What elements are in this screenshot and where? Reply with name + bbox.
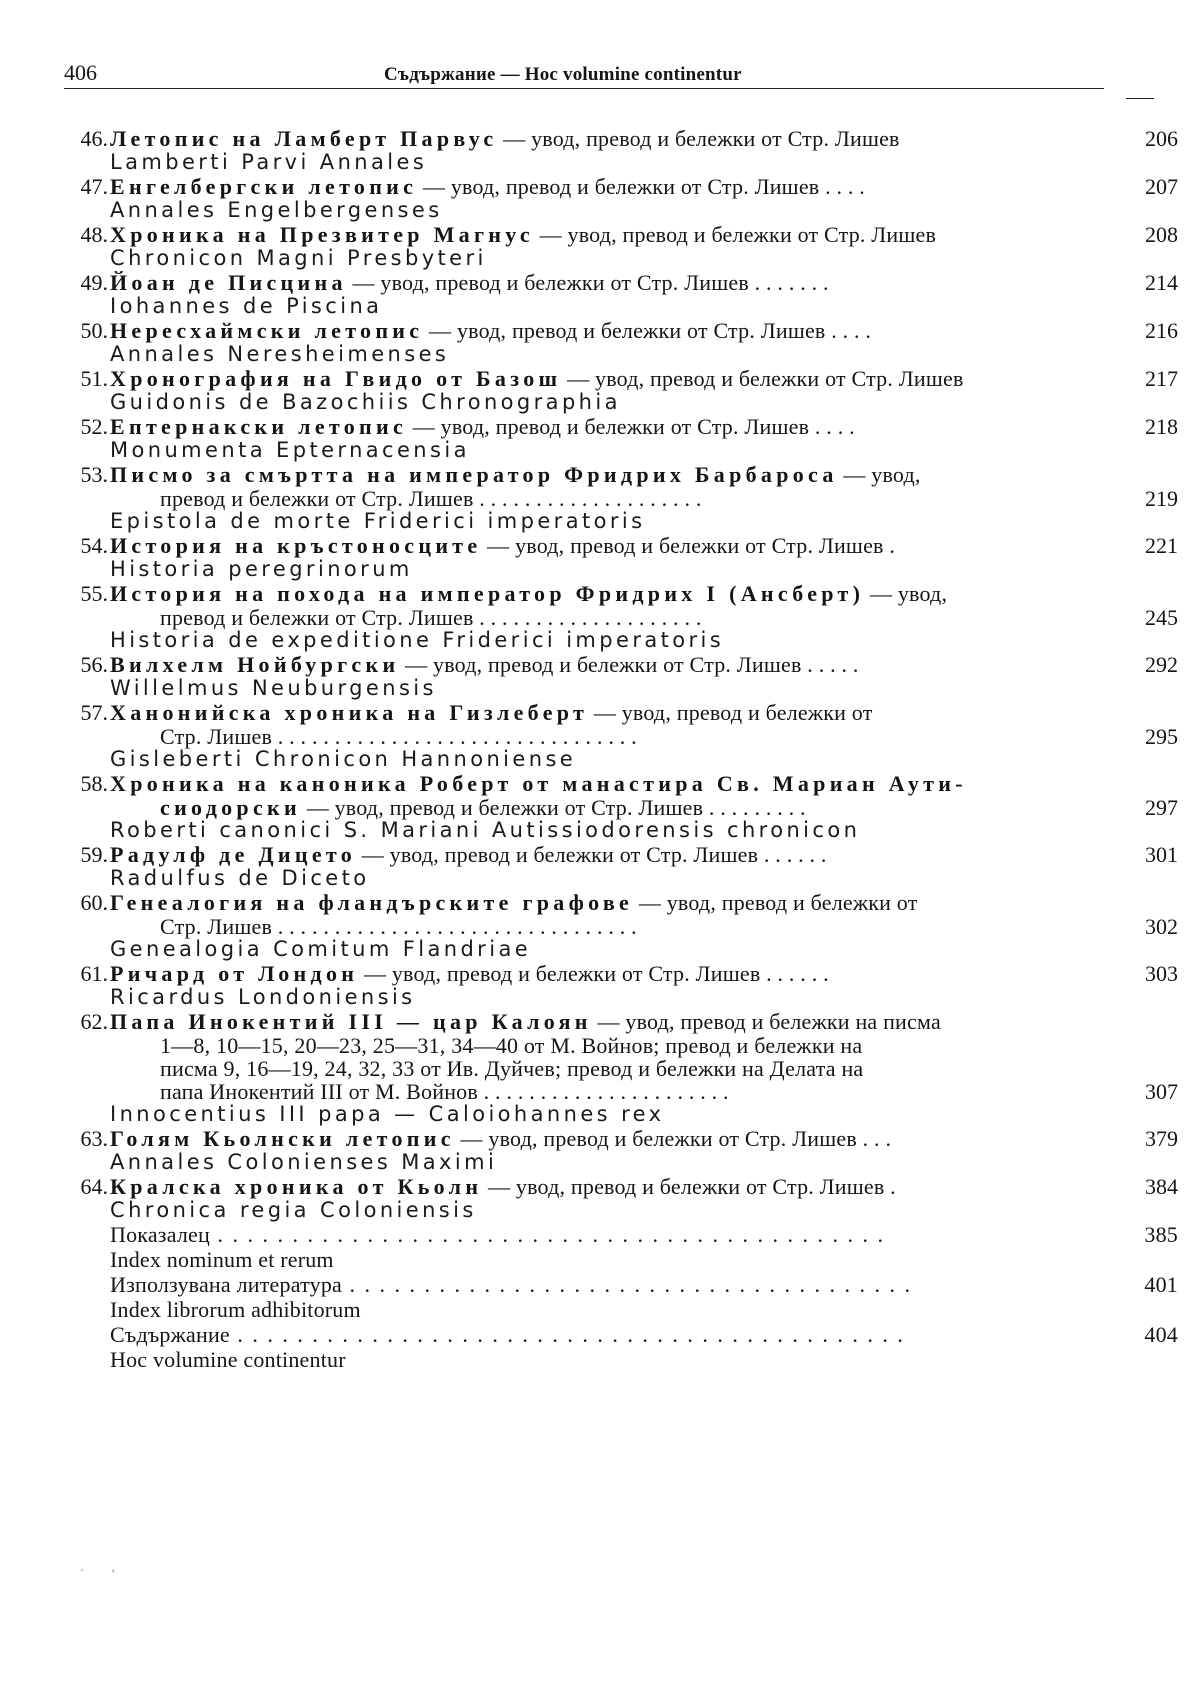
entry-title: Писмо за смъртта на император Фридрих Барбароса: [110, 462, 838, 487]
toc-entry[interactable]: [62, 771, 1180, 842]
appendix-entry[interactable]: [62, 1322, 1180, 1372]
entry-page: 385: [1144, 1222, 1178, 1247]
entry-line: [110, 1034, 1180, 1057]
entry-page: 302: [1145, 914, 1178, 939]
entry-latin-title: Historia peregrinorum: [110, 557, 413, 581]
entry-latin-title: Willelmus Neuburgensis: [110, 676, 437, 700]
entry-description: — увод, превод и бележки от Стр. Лишев .: [482, 1174, 896, 1199]
entry-latin-title: Radulfus de Diceto: [110, 866, 370, 890]
entry-line: [110, 961, 1180, 986]
entry-page: 221: [1145, 533, 1178, 558]
entry-description: Стр. Лишев . . . . . . . . . . . . . . . . . . . . . . . . . . . . . . . .: [160, 914, 637, 939]
entry-title: Енгелбергски летопис: [110, 174, 418, 199]
entry-latin-title: Lamberti Parvi Annales: [110, 150, 428, 174]
toc-entry[interactable]: [62, 366, 1180, 414]
entry-line: [110, 796, 1180, 819]
toc-entry[interactable]: [62, 700, 1180, 771]
entry-line: [110, 174, 1180, 199]
running-head: [64, 56, 1174, 96]
entry-latin-title: Index librorum adhibitorum: [110, 1297, 361, 1322]
entry-line: [110, 1174, 1180, 1199]
entry-line: [110, 842, 1180, 867]
entry-title: сиодорски: [160, 795, 301, 820]
entry-line: [110, 725, 1180, 748]
entry-line: [110, 318, 1180, 343]
entry-title: Съдържание: [110, 1322, 230, 1347]
entry-latin-title: Guidonis de Bazochiis Chronographia: [110, 390, 621, 414]
entry-number: 51.: [80, 366, 108, 391]
dot-leader: . . . . . . . . . . . . . . . . . . . . . . . . . . . . . . . . . . . . . . . . . . . . .: [229, 1322, 905, 1347]
entry-line: [110, 1322, 1180, 1347]
entry-description: превод и бележки от Стр. Лишев . . . . . . . . . . . . . . . . . . . .: [160, 605, 702, 630]
entry-title: Хроника на Презвитер Магнус: [110, 222, 534, 247]
entry-description: — увод, превод и бележки от Стр. Лишев . . . . . . .: [346, 270, 829, 295]
entry-description: — увод,: [864, 581, 948, 606]
toc-entry[interactable]: [62, 961, 1180, 1009]
entry-latin-title: Innocentius III papa — Caloiohannes rex: [110, 1102, 665, 1126]
toc-entry[interactable]: [62, 174, 1180, 222]
entry-number: 57.: [80, 700, 108, 725]
entry-description: — увод, превод и бележки от Стр. Лишев . . . .: [423, 318, 872, 343]
entry-line: [110, 1080, 1180, 1103]
entry-line: [110, 606, 1180, 629]
toc-entry[interactable]: [62, 652, 1180, 700]
entry-description: — увод, превод и бележки на писма: [591, 1009, 941, 1034]
entry-description: — увод, превод и бележки от Стр. Лишев . . . . . . . . .: [301, 795, 806, 820]
toc-entry[interactable]: [62, 462, 1180, 533]
entry-title: Ханонийска хроника на Гизлеберт: [110, 700, 589, 725]
entry-title: Използувана литература: [110, 1272, 342, 1297]
entry-latin-title: Iohannes de Piscina: [110, 294, 383, 318]
entry-line: [110, 1272, 1180, 1297]
entry-description: — увод, превод и бележки от Стр. Лишев . . .: [454, 1126, 892, 1151]
entry-title: Йоан де Писцина: [110, 270, 347, 295]
entry-title: Хронография на Гвидо от Базош: [110, 366, 562, 391]
entry-page: 206: [1145, 126, 1178, 151]
entry-latin-title: Ricardus Londoniensis: [110, 985, 416, 1009]
entry-page: 208: [1145, 222, 1178, 247]
entry-title: Кралска хроника от Кьолн: [110, 1174, 483, 1199]
entry-description: — увод, превод и бележки от Стр. Лишев . . . . . .: [356, 842, 827, 867]
entry-line: [110, 581, 1180, 606]
entry-description: Стр. Лишев . . . . . . . . . . . . . . . . . . . . . . . . . . . . . . . .: [160, 724, 637, 749]
entry-number: 64.: [80, 1174, 108, 1199]
header-rule: [64, 88, 1104, 89]
toc-entry[interactable]: [62, 126, 1180, 174]
scan-specks: . ,: [80, 1560, 115, 1575]
entry-number: 49.: [80, 270, 108, 295]
entry-page: 401: [1144, 1272, 1178, 1297]
entry-page: 301: [1145, 842, 1178, 867]
entry-page: 217: [1145, 366, 1178, 391]
entry-page: 307: [1145, 1079, 1178, 1104]
entry-latin-title: Chronica regia Coloniensis: [110, 1198, 477, 1222]
entry-title: История на кръстоносците: [110, 533, 482, 558]
entry-latin-title: Index nominum et rerum: [110, 1247, 334, 1272]
entry-line: [110, 487, 1180, 510]
entry-description: превод и бележки от Стр. Лишев . . . . . . . . . . . . . . . . . . . .: [160, 486, 702, 511]
entry-title: Голям Кьолнски летопис: [110, 1126, 455, 1151]
appendix-entry[interactable]: [62, 1272, 1180, 1322]
toc-entry[interactable]: [62, 581, 1180, 652]
entry-line: [110, 915, 1180, 938]
entry-title: История на похода на император Фридрих I (Ансберт): [110, 581, 865, 606]
entry-line: [110, 533, 1180, 558]
dot-leader: . . . . . . . . . . . . . . . . . . . . . . . . . . . . . . . . . . . . . .: [341, 1272, 912, 1297]
appendix-entry[interactable]: [62, 1222, 1180, 1272]
entry-number: 62.: [80, 1009, 108, 1034]
entry-latin-title: Monumenta Epternacensia: [110, 438, 470, 462]
entry-description: — увод, превод и бележки от Стр. Лишев . . . . . .: [358, 961, 829, 986]
entry-title: Генеалогия на фландърските графове: [110, 890, 634, 915]
entry-title: Показалец: [110, 1222, 210, 1247]
table-of-contents: [62, 126, 1180, 1372]
entry-line: [110, 771, 1180, 796]
entry-title: Радулф де Дицето: [110, 842, 357, 867]
entry-line: [110, 366, 1180, 391]
toc-entry[interactable]: [62, 1009, 1180, 1126]
toc-entry[interactable]: [62, 842, 1180, 890]
entry-description: — увод, превод и бележки от Стр. Лишев . . . .: [417, 174, 865, 199]
entry-description: — увод, превод и бележки от: [633, 890, 918, 915]
toc-entry[interactable]: [62, 1174, 1180, 1222]
toc-entry[interactable]: [62, 890, 1180, 961]
entry-line: [110, 222, 1180, 247]
entry-number: 47.: [80, 174, 108, 199]
entry-number: 46.: [80, 126, 108, 151]
entry-latin-title: Historia de expeditione Friderici imperatoris: [110, 628, 725, 652]
dot-leader: . . . . . . . . . . . . . . . . . . . . . . . . . . . . . . . . . . . . . . . . . . . . .: [209, 1222, 885, 1247]
entry-latin-title: Hoc volumine continentur: [110, 1347, 346, 1372]
entry-line: [110, 1057, 1180, 1080]
entry-number: 63.: [80, 1126, 108, 1151]
entry-page: 295: [1145, 724, 1178, 749]
entry-number: 60.: [80, 890, 108, 915]
entry-page: 292: [1145, 652, 1178, 677]
entry-number: 48.: [80, 222, 108, 247]
entry-title: Вилхелм Нойбургски: [110, 652, 400, 677]
entry-line: [110, 890, 1180, 915]
entry-description: — увод, превод и бележки от Стр. Лишев . . . . .: [399, 652, 859, 677]
entry-description: — увод,: [837, 462, 921, 487]
entry-line: [110, 652, 1180, 677]
entry-line: [110, 1126, 1180, 1151]
toc-entry[interactable]: [62, 270, 1180, 318]
entry-latin-title: Annales Colonienses Maximi: [110, 1150, 498, 1174]
entry-latin-title: Gisleberti Chronicon Hannoniense: [110, 747, 577, 771]
entry-page: 384: [1145, 1174, 1178, 1199]
entry-page: 404: [1144, 1322, 1178, 1347]
entry-latin-title: Chronicon Magni Presbyteri: [110, 246, 487, 270]
entry-page: 303: [1145, 961, 1178, 986]
entry-title: Ричард от Лондон: [110, 961, 359, 986]
entry-line: [110, 414, 1180, 439]
entry-number: 58.: [80, 771, 108, 796]
entry-description: — увод, превод и бележки от Стр. Лишев: [561, 366, 964, 391]
entry-line: [110, 462, 1180, 487]
entry-page: 297: [1145, 795, 1178, 820]
entry-number: 54.: [80, 533, 108, 558]
header-rule-stub: [1126, 98, 1154, 99]
entry-page: 245: [1145, 605, 1178, 630]
entry-page: 216: [1145, 318, 1178, 343]
entry-line: [110, 270, 1180, 295]
entry-line: [110, 700, 1180, 725]
entry-title: Нересхаймски летопис: [110, 318, 424, 343]
entry-number: 52.: [80, 414, 108, 439]
entry-number: 55.: [80, 581, 108, 606]
page-title: Съдържание — Hoc volumine continentur: [384, 64, 742, 85]
toc-entry[interactable]: [62, 414, 1180, 462]
entry-page: 214: [1145, 270, 1178, 295]
entry-description: — увод, превод и бележки от Стр. Лишев .: [481, 533, 896, 558]
entry-number: 50.: [80, 318, 108, 343]
entry-description: — увод, превод и бележки от: [588, 700, 873, 725]
entry-description: — увод, превод и бележки от Стр. Лишев: [497, 126, 900, 151]
entry-latin-title: Annales Neresheimenses: [110, 342, 450, 366]
entry-page: 379: [1145, 1126, 1178, 1151]
entry-title: Хроника на каноника Роберт от манастира Св. Мариан Аути-: [110, 771, 967, 796]
entry-description: — увод, превод и бележки от Стр. Лишев . . . .: [407, 414, 855, 439]
entry-title: Летопис на Ламберт Парвус: [110, 126, 498, 151]
entry-latin-title: Roberti canonici S. Mariani Autissiodorensis chronicon: [110, 818, 861, 842]
entry-description: писма 9, 16—19, 24, 32, 33 от Ив. Дуйчев; превод и бележки на Делата на: [160, 1056, 864, 1081]
entry-line: [110, 1222, 1180, 1247]
toc-entry[interactable]: [62, 222, 1180, 270]
entry-description: — увод, превод и бележки от Стр. Лишев: [533, 222, 937, 247]
entry-latin-title: Annales Engelbergenses: [110, 198, 443, 222]
entry-page: 218: [1145, 414, 1178, 439]
entry-number: 59.: [80, 842, 108, 867]
toc-entry[interactable]: [62, 533, 1180, 581]
entry-line: [110, 126, 1180, 151]
entry-latin-title: Epistola de morte Friderici imperatoris: [110, 509, 646, 533]
page-number: 406: [64, 60, 97, 85]
entry-number: 61.: [80, 961, 108, 986]
entry-title: Папа Инокентий III — цар Калоян: [110, 1009, 592, 1034]
toc-entry[interactable]: [62, 1126, 1180, 1174]
entry-title: Ептернакски летопис: [110, 414, 408, 439]
entry-description: 1—8, 10—15, 20—23, 25—31, 34—40 от М. Войнов; превод и бележки на: [160, 1033, 863, 1058]
entry-description: папа Инокентий III от М. Войнов . . . . . . . . . . . . . . . . . . . . . .: [160, 1079, 729, 1104]
entry-line: [110, 1009, 1180, 1034]
entry-latin-title: Genealogia Comitum Flandriae: [110, 937, 532, 961]
entry-page: 207: [1145, 174, 1178, 199]
toc-entry[interactable]: [62, 318, 1180, 366]
entry-number: 56.: [80, 652, 108, 677]
entry-number: 53.: [80, 462, 108, 487]
entry-page: 219: [1145, 486, 1178, 511]
